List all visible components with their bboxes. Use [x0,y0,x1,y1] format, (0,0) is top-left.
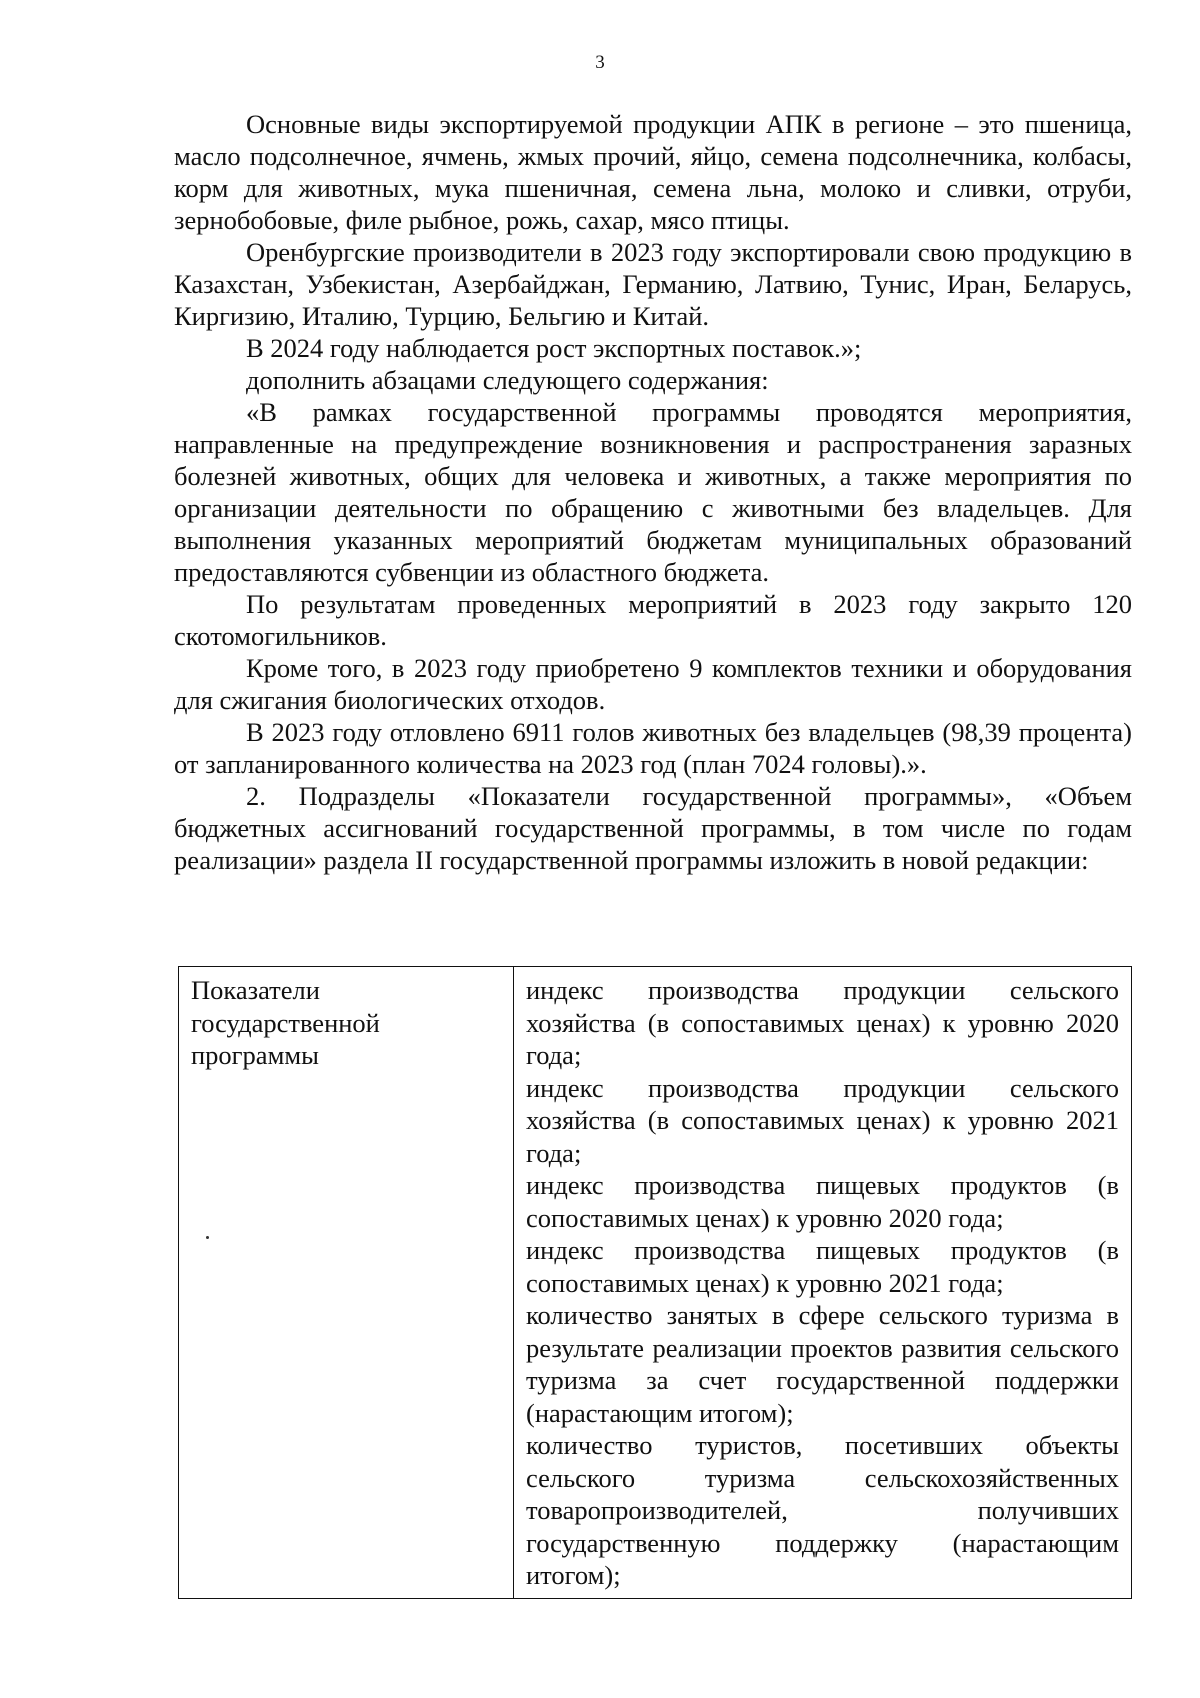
indicator-item: количество туристов, посетивших объекты сельского туризма сельскохозяйственных товаропроизводителей, получивших государственную поддержку (нарастающим итогом); [526,1430,1119,1590]
indicator-item: индекс производства пищевых продуктов (в сопоставимых ценах) к уровню 2020 года; [526,1170,1119,1233]
indicators-table [178,966,1132,1599]
paragraph-animals-caught: В 2023 году отловлено 6911 голов животных без владельцев (98,39 процента) от запланированного количества на 2023 год (план 7024 головы).». [174,717,1132,779]
paragraph-export-growth: В 2024 году наблюдается рост экспортных поставок.»; [246,333,862,363]
table-label-cell: Показатели государственной программы [179,967,514,1599]
paragraph-amendment-intro: дополнить абзацами следующего содержания: [246,365,769,395]
scan-speck [206,1236,209,1239]
indicator-item: индекс производства продукции сельского хозяйства (в сопоставимых ценах) к уровню 2020 года; [526,975,1119,1070]
page-number: 3 [595,52,605,73]
paragraph-export-countries: Оренбургские производители в 2023 году экспортировали свою продукцию в Казахстан, Узбекистан, Азербайджан, Германию, Латвию, Тунис, Иран, Беларусь, Киргизию, Италию, Турцию, Бельгию и Китай. [174,237,1132,331]
paragraph-program-measures: «В рамках государственной программы проводятся мероприятия, направленные на предупреждение возникновения и распространения заразных болезней животных, общих для человека и животных, а также мероприятия по организации деятельности по обращению с животными без владельцев. Для выполнения указанных мероприятий бюджетам муниципальных образований предоставляются субвенции из областного бюджета. [174,397,1132,587]
paragraph-section-amendment: 2. Подразделы «Показатели государственной программы», «Объем бюджетных ассигнований государственной программы, в том числе по годам реализации» раздела II государственной программы изложить в новой редакции: [174,781,1132,875]
paragraph-results-burial-sites: По результатам проведенных мероприятий в 2023 году закрыто 120 скотомогильников. [174,589,1132,651]
table-indicators-cell [514,967,1132,1599]
indicator-item: индекс производства продукции сельского хозяйства (в сопоставимых ценах) к уровню 2021 года; [526,1072,1119,1168]
paragraph-equipment: Кроме того, в 2023 году приобретено 9 комплектов техники и оборудования для сжигания биологических отходов. [174,653,1132,715]
table-row [179,967,1132,1599]
document-body [174,108,1132,876]
paragraph-export-products: Основные виды экспортируемой продукции АПК в регионе – это пшеница, масло подсолнечное, ячмень, жмых прочий, яйцо, семена подсолнечника, колбасы, корм для животных, мука пшеничная, семена льна, молоко и сливки, отруби, зернобобовые, филе рыбное, рожь, сахар, мясо птицы. [174,109,1132,235]
indicator-item: количество занятых в сфере сельского туризма в результате реализации проектов развития сельского туризма за счет государственной поддержки (нарастающим итогом); [526,1300,1119,1428]
indicator-item: индекс производства пищевых продуктов (в сопоставимых ценах) к уровню 2021 года; [526,1235,1119,1298]
